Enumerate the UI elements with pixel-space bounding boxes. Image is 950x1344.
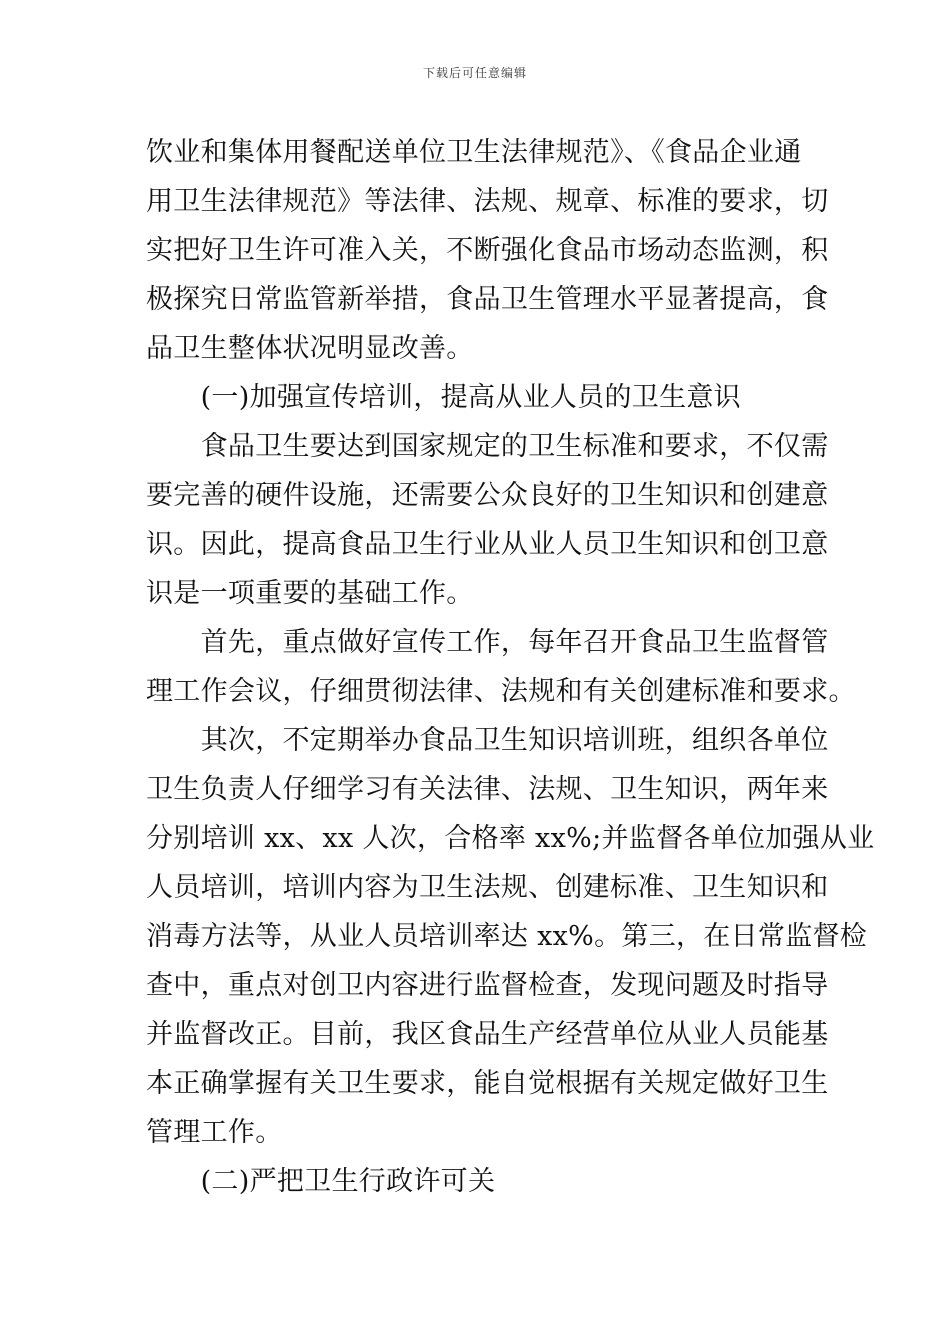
text-line: 食品卫生要达到国家规定的卫生标准和要求，不仅需 (146, 431, 829, 462)
section-heading (146, 373, 806, 422)
text-line: 品卫生整体状况明显改善。 (146, 333, 474, 364)
text-line: 分别培训 xx、xx 人次，合格率 xx%;并监督各单位加强从业 (146, 823, 875, 854)
text-line: 实把好卫生许可准入关，不断强化食品市场动态监测，积 (146, 235, 829, 266)
text-line: 并监督改正。目前，我区食品生产经营单位从业人员能基 (146, 1019, 829, 1050)
text-line: 卫生负责人仔细学习有关法律、法规、卫生知识，两年来 (146, 774, 829, 805)
text-line: 用卫生法律规范》等法律、法规、规章、标准的要求，切 (146, 186, 829, 217)
paragraph (146, 716, 875, 1157)
text-line: 首先，重点做好宣传工作，每年召开食品卫生监督管 (146, 627, 829, 658)
text-line: 理工作会议，仔细贯彻法律、法规和有关创建标准和要求。 (146, 676, 856, 707)
paragraph (146, 618, 856, 716)
text-line: 饮业和集体用餐配送单位卫生法律规范》、《食品企业通 (146, 137, 802, 168)
text-line: 极探究日常监管新举措，食品卫生管理水平显著提高，食 (146, 284, 829, 315)
text-line: 管理工作。 (146, 1117, 283, 1148)
page-header: 下载后可任意编辑 (422, 66, 527, 80)
heading-line: (二)严把卫生行政许可关 (146, 1166, 496, 1197)
text-line: 其次，不定期举办食品卫生知识培训班，组织各单位 (146, 725, 829, 756)
text-line: 识是一项重要的基础工作。 (146, 578, 474, 609)
text-line: 要完善的硬件设施，还需要公众良好的卫生知识和创建意 (146, 480, 829, 511)
text-line: 本正确掌握有关卫生要求，能自觉根据有关规定做好卫生 (146, 1068, 829, 1099)
paragraph (146, 128, 829, 373)
heading-line: (一)加强宣传培训，提高从业人员的卫生意识 (146, 382, 741, 413)
text-line: 人员培训，培训内容为卫生法规、创建标准、卫生知识和 (146, 872, 829, 903)
text-line: 查中，重点对创卫内容进行监督检查，发现问题及时指导 (146, 970, 829, 1001)
text-line: 识。因此，提高食品卫生行业从业人员卫生知识和创卫意 (146, 529, 829, 560)
document-body (146, 128, 875, 1206)
paragraph (146, 422, 829, 618)
section-heading (146, 1157, 806, 1206)
text-line: 消毒方法等，从业人员培训率达 xx%。第三，在日常监督检 (146, 921, 868, 952)
